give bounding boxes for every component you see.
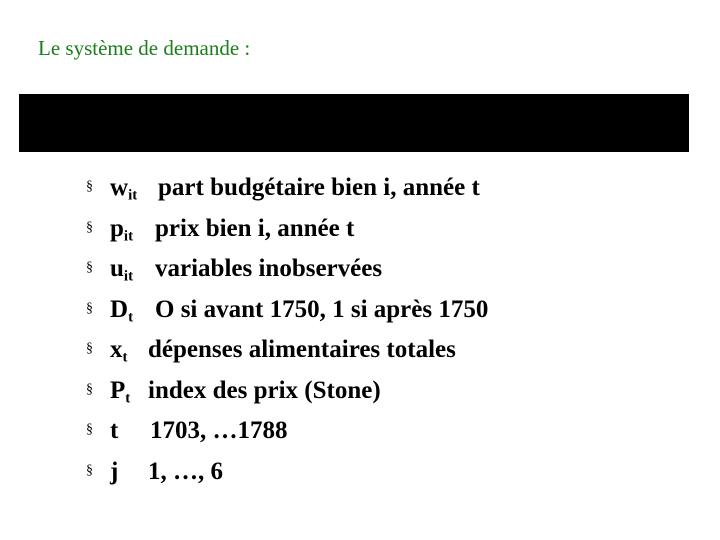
definition-item — [86, 452, 488, 493]
variable-symbol — [110, 417, 150, 445]
bullet-icon: § — [86, 179, 93, 195]
symbol-subscript: t — [122, 349, 128, 366]
variable-description: 1703, …1788 — [150, 417, 288, 445]
bullet-icon: § — [86, 300, 93, 316]
definition-item — [86, 290, 488, 331]
variable-symbol — [110, 255, 155, 283]
variable-symbol — [110, 458, 148, 486]
bullet-icon: § — [86, 422, 93, 438]
variable-description: dépenses alimentaires totales — [148, 336, 456, 364]
bullet-icon: § — [86, 219, 93, 235]
variable-symbol — [110, 215, 155, 243]
definition-item — [86, 209, 488, 250]
bullet-icon: § — [86, 381, 93, 397]
definition-item — [86, 249, 488, 290]
symbol-letter: P — [110, 376, 126, 404]
symbol-subscript: it — [123, 228, 134, 245]
variable-symbol — [110, 336, 148, 364]
variable-description: prix bien i, année t — [155, 214, 355, 242]
variable-description: index des prix (Stone) — [148, 376, 381, 404]
bullet-icon: § — [86, 462, 93, 478]
symbol-letter: D — [110, 295, 129, 323]
variable-description: O si avant 1750, 1 si après 1750 — [155, 295, 489, 323]
variable-description: part budgétaire bien i, année t — [158, 174, 480, 202]
symbol-letter: t — [110, 417, 119, 445]
definition-list — [86, 168, 488, 492]
slide-title: Le système de demande : — [38, 36, 251, 60]
variable-description: 1, …, 6 — [148, 457, 223, 485]
symbol-subscript: t — [128, 309, 134, 326]
symbol-letter: u — [110, 255, 124, 283]
symbol-subscript: t — [125, 390, 131, 407]
symbol-letter: j — [110, 457, 119, 485]
symbol-letter: x — [110, 336, 123, 364]
definition-item — [86, 411, 488, 452]
variable-symbol — [110, 377, 148, 405]
symbol-letter: w — [110, 174, 129, 202]
definition-item — [86, 330, 488, 371]
symbol-letter: p — [110, 214, 124, 242]
symbol-subscript: it — [123, 268, 134, 285]
bullet-icon: § — [86, 341, 93, 357]
bullet-icon: § — [86, 260, 93, 276]
definition-item — [86, 168, 488, 209]
variable-symbol — [110, 296, 155, 324]
symbol-subscript: it — [128, 187, 138, 204]
definition-item — [86, 371, 488, 412]
black-band — [19, 94, 689, 152]
variable-symbol — [110, 174, 158, 202]
variable-description: variables inobservées — [155, 255, 383, 283]
